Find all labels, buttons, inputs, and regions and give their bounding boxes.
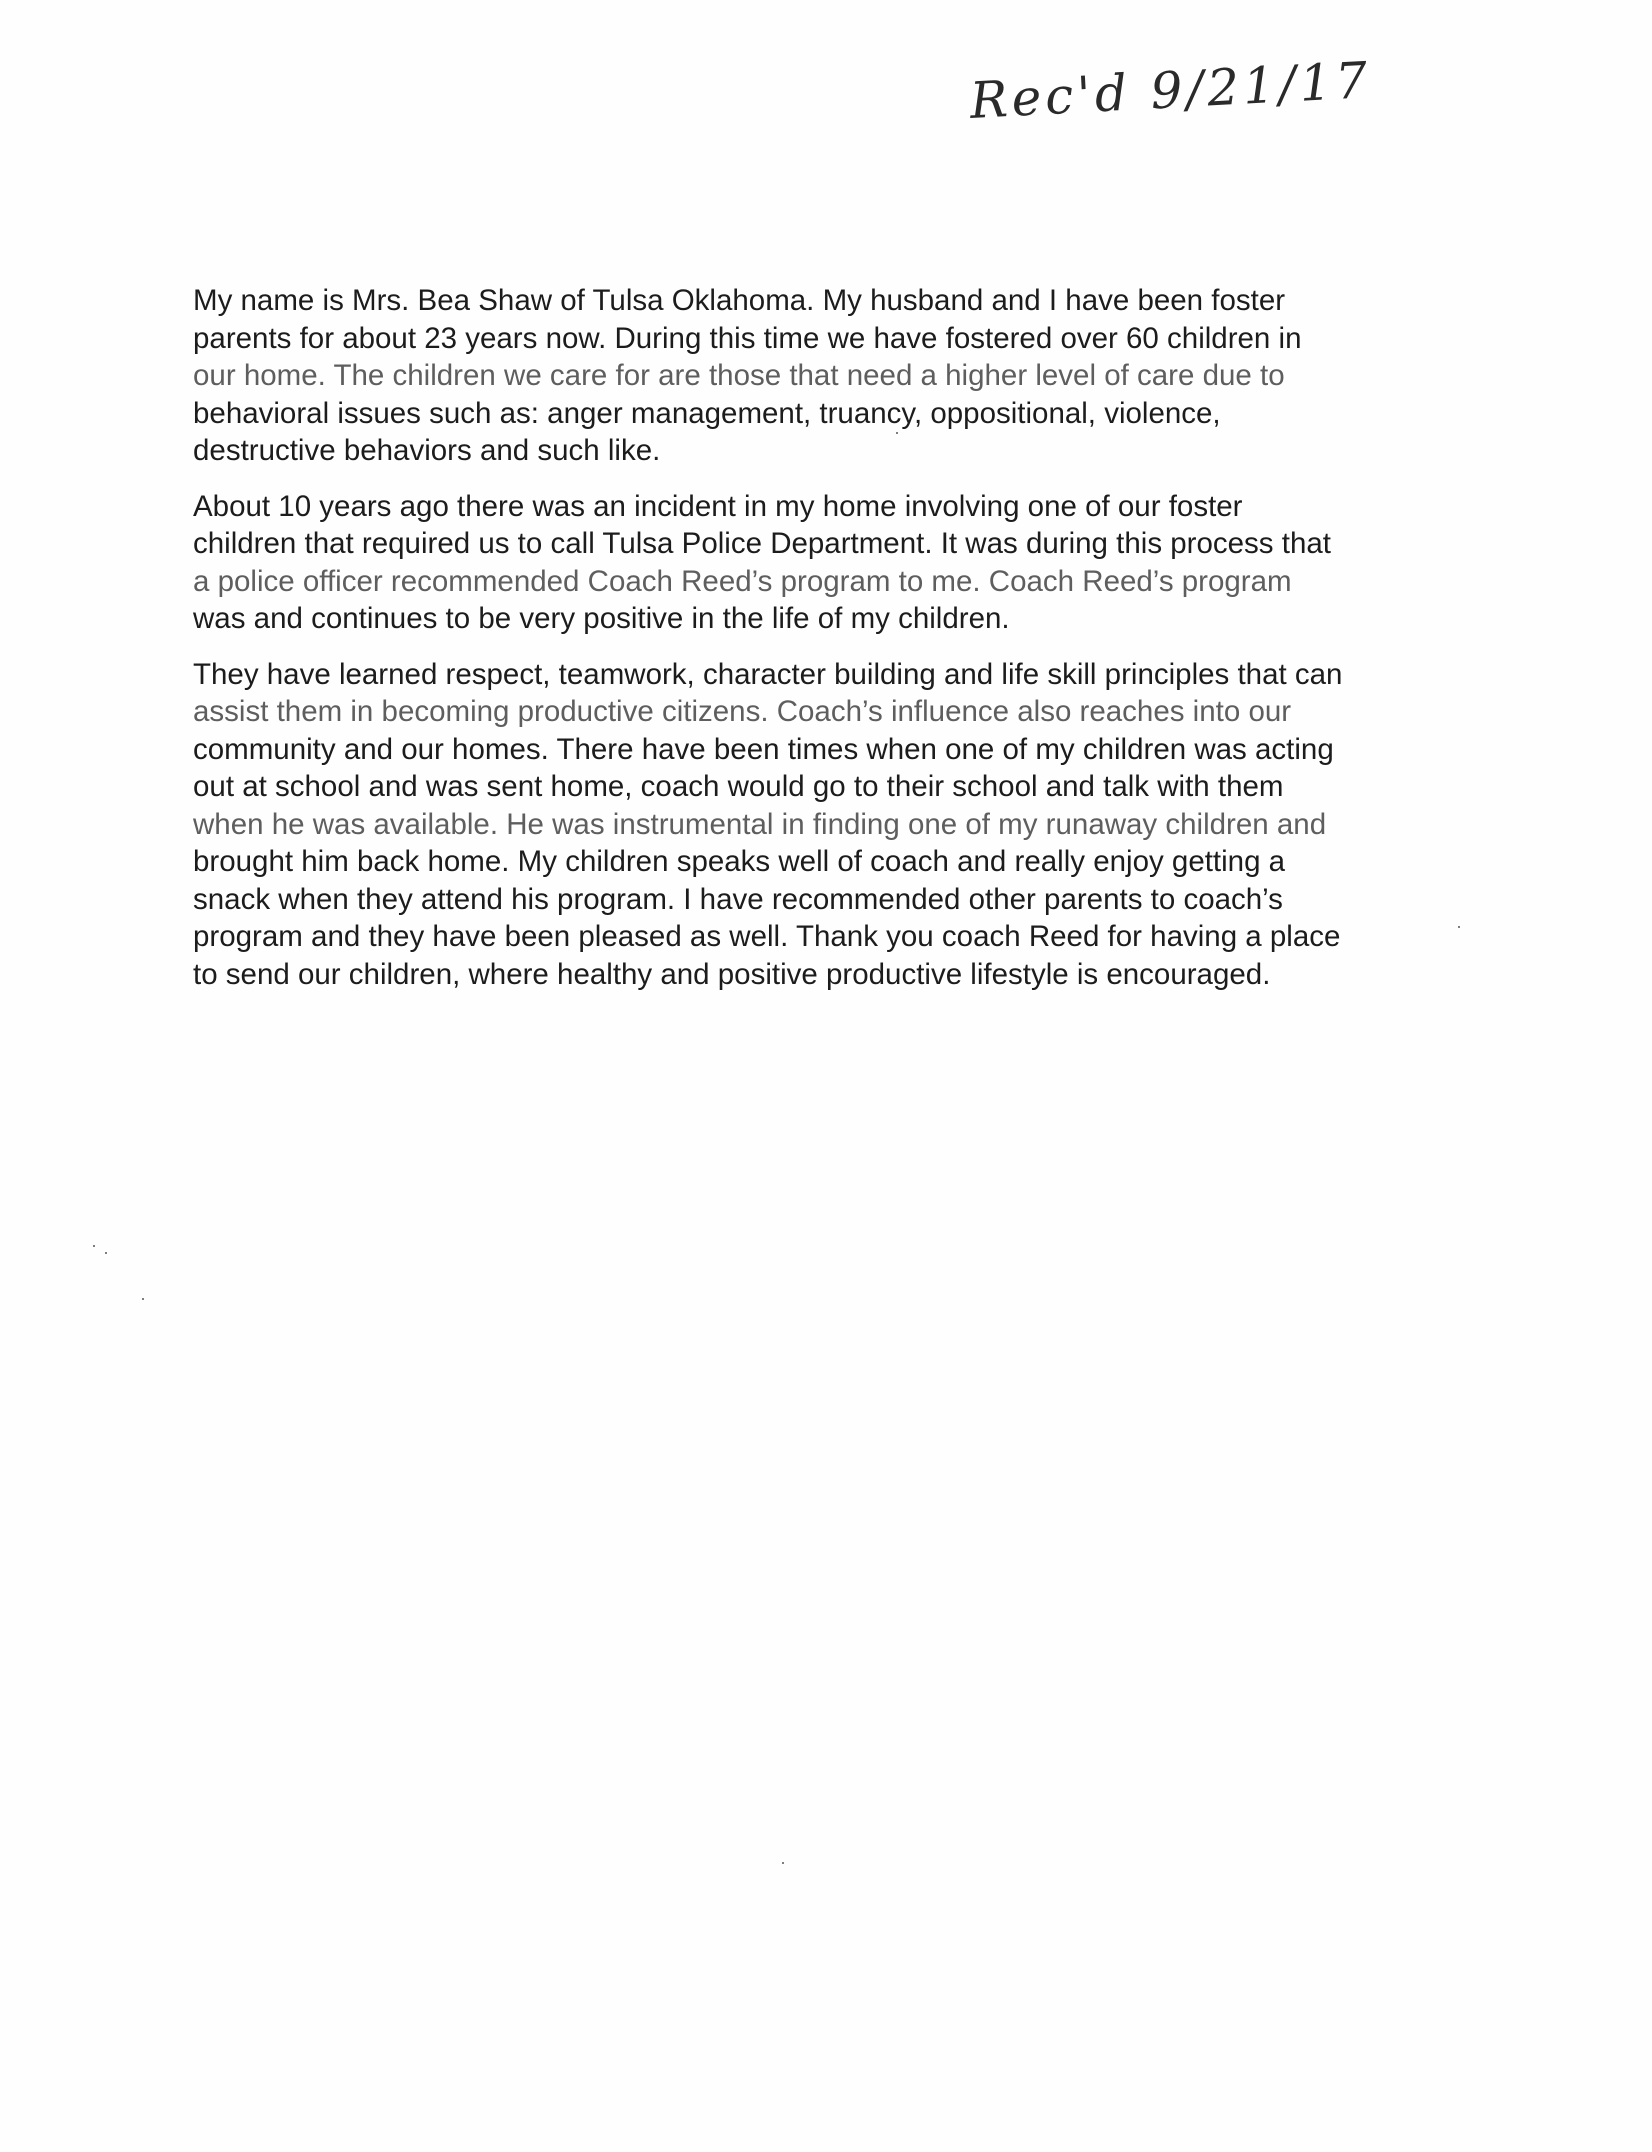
text-line: program and they have been pleased as well. Thank you coach Reed for having a place (193, 920, 1341, 953)
text-line: out at school and was sent home, coach would go to their school and talk with them (193, 770, 1284, 803)
text-line: About 10 years ago there was an incident in my home involving one of our foster (193, 489, 1243, 523)
text-line: our home. The children we care for are those that need a higher level of care due to (193, 359, 1285, 392)
scan-speck (782, 1862, 784, 1864)
scan-speck (93, 1245, 95, 1247)
paragraph-program-impact (193, 656, 1463, 994)
text-line: when he was available. He was instrumental in finding one of my runaway children and (193, 807, 1327, 841)
text-line: snack when they attend his program. I have recommended other parents to coach’s (193, 882, 1283, 916)
text-line: They have learned respect, teamwork, character building and life skill principles that can (193, 657, 1343, 691)
text-line: parents for about 23 years now. During this time we have fostered over 60 children in (193, 321, 1302, 355)
letter-body (193, 282, 1463, 1011)
paragraph-intro (193, 282, 1463, 470)
text-line: assist them in becoming productive citizens. Coach’s influence also reaches into our (193, 695, 1292, 728)
text-line: My name is Mrs. Bea Shaw of Tulsa Oklahoma. My husband and I have been foster (193, 284, 1286, 317)
scan-speck (142, 1298, 144, 1300)
paragraph-incident (193, 488, 1463, 638)
text-line: was and continues to be very positive in the life of my children. (193, 602, 1010, 635)
text-line: destructive behaviors and such like. (193, 434, 661, 467)
text-line: to send our children, where healthy and positive productive lifestyle is encouraged. (193, 957, 1271, 991)
received-date-note: Rec'd 9/21/17 (968, 51, 1373, 130)
text-line: community and our homes. There have been times when one of my children was acting (193, 732, 1334, 766)
scan-speck (105, 1252, 107, 1254)
scan-speck (1458, 926, 1460, 928)
text-line: children that required us to call Tulsa Police Department. It was during this process that (193, 527, 1331, 560)
text-line: a police officer recommended Coach Reed’s program to me. Coach Reed’s program (193, 564, 1292, 598)
text-line: behavioral issues such as: anger management, truancy, oppositional, violence, (193, 396, 1221, 430)
scan-speck (896, 432, 898, 434)
text-line: brought him back home. My children speaks well of coach and really enjoy getting a (193, 845, 1286, 878)
